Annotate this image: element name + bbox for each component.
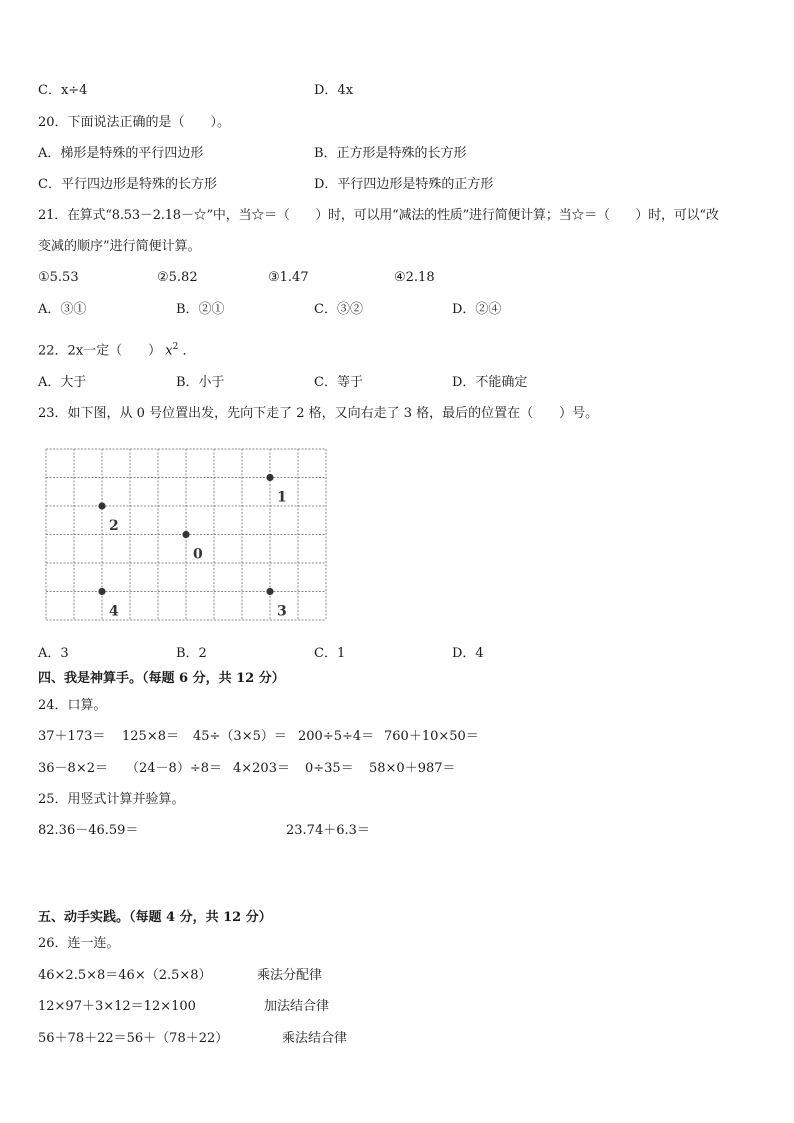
- q23-stem: 23．如下图，从 0 号位置出发，先向下走了 2 格，又向右走了 3 格，最后的位置在（ ）号。: [38, 406, 599, 421]
- q22-stem: [38, 338, 196, 360]
- grid-point-3: [266, 588, 273, 595]
- q20-option-a: A．梯形是特殊的平行四边形: [38, 146, 204, 161]
- q23-grid-figure: [42, 442, 332, 624]
- q22-option-b: B．小于: [176, 375, 225, 390]
- q24-item: 58×0＋987＝: [369, 761, 456, 776]
- q21-option-d: D．②④: [452, 302, 502, 317]
- q24-item: （24－8）÷8＝: [126, 761, 222, 776]
- q24-item: 200÷5÷4＝: [298, 729, 375, 744]
- grid-points: [98, 474, 286, 620]
- q19-option-d: D．4x: [314, 83, 354, 98]
- q25-expression-2: 23.74＋6.3＝: [286, 823, 370, 838]
- q20-option-c: C．平行四边形是特殊的长方形: [38, 177, 217, 192]
- grid-point-label-3: 3: [277, 603, 287, 620]
- grid-point-label-4: 4: [109, 603, 119, 620]
- q23-option-c: C．1: [314, 646, 346, 661]
- q23-option-d: D．4: [452, 646, 484, 661]
- q23-option-a: A．3: [38, 646, 69, 661]
- q21-choice-3: ③1.47: [268, 270, 309, 285]
- q24-item: 125×8＝: [122, 729, 179, 744]
- q22-option-d: D．不能确定: [452, 375, 528, 390]
- q23-option-b: B．2: [176, 646, 207, 661]
- q21-option-a: A．③①: [38, 302, 87, 317]
- q22-option-a: A．大于: [38, 375, 87, 390]
- q21-option-c: C．③②: [314, 302, 363, 317]
- q20-stem: 20．下面说法正确的是（ ）。: [38, 115, 231, 130]
- q26-right-law: 乘法结合律: [282, 1031, 348, 1046]
- q25-expression-1: 82.36－46.59＝: [38, 823, 139, 838]
- q21-choice-1: ①5.53: [38, 270, 79, 285]
- q26-right-law: 加法结合律: [264, 999, 330, 1014]
- q24-item: 36－8×2＝: [38, 761, 108, 776]
- q24-item: 4×203＝: [233, 761, 290, 776]
- q20-option-d: D．平行四边形是特殊的正方形: [314, 177, 494, 192]
- q22-option-c: C．等于: [314, 375, 363, 390]
- q26-right-law: 乘法分配律: [257, 968, 323, 983]
- q26-left-expression: 56＋78＋22＝56＋（78＋22）: [38, 1031, 229, 1046]
- grid-point-1: [266, 474, 273, 481]
- grid-point-label-1: 1: [277, 489, 287, 506]
- q22-stem-post: ．: [182, 343, 196, 359]
- q26-left-expression: 12×97＋3×12＝12×100: [38, 999, 196, 1014]
- q21-choice-4: ④2.18: [394, 270, 435, 285]
- q24-item: 0÷35＝: [305, 761, 354, 776]
- q25-stem: 25．用竖式计算并验算。: [38, 792, 185, 807]
- section5-title: 五、动手实践。（每题 4 分，共 12 分）: [38, 910, 272, 925]
- grid-point-4: [98, 588, 105, 595]
- q24-stem: 24．口算。: [38, 698, 107, 713]
- q20-option-b: B．正方形是特殊的长方形: [314, 146, 467, 161]
- grid-point-label-2: 2: [109, 518, 119, 534]
- q24-item: 760＋10×50＝: [384, 729, 479, 744]
- grid-point-2: [98, 502, 105, 509]
- section4-title: 四、我是神算手。（每题 6 分，共 12 分）: [38, 671, 285, 686]
- q21-stem-line1: 21．在算式“8.53－2.18－☆”中，当☆＝（ ）时，可以用“减法的性质”进行简便计算；当☆＝（ ）时，可以“改: [38, 208, 719, 223]
- q22-exponent: 2: [172, 342, 179, 352]
- q24-item: 37＋173＝: [38, 729, 106, 744]
- q19-option-c: C．x÷4: [38, 83, 88, 98]
- grid-point-0: [182, 531, 189, 538]
- q21-stem-line2: 变减的顺序”进行简便计算。: [38, 239, 201, 254]
- q26-stem: 26．连一连。: [38, 936, 120, 951]
- q21-choice-2: ②5.82: [157, 270, 198, 285]
- q26-left-expression: 46×2.5×8＝46×（2.5×8）: [38, 968, 212, 983]
- q21-option-b: B．②①: [176, 302, 225, 317]
- q24-item: 45÷（3×5）＝: [193, 729, 287, 744]
- grid-point-label-0: 0: [193, 546, 203, 563]
- q22-stem-pre: 22．2x一定（ ）: [38, 343, 162, 359]
- q22-variable: x: [165, 343, 173, 359]
